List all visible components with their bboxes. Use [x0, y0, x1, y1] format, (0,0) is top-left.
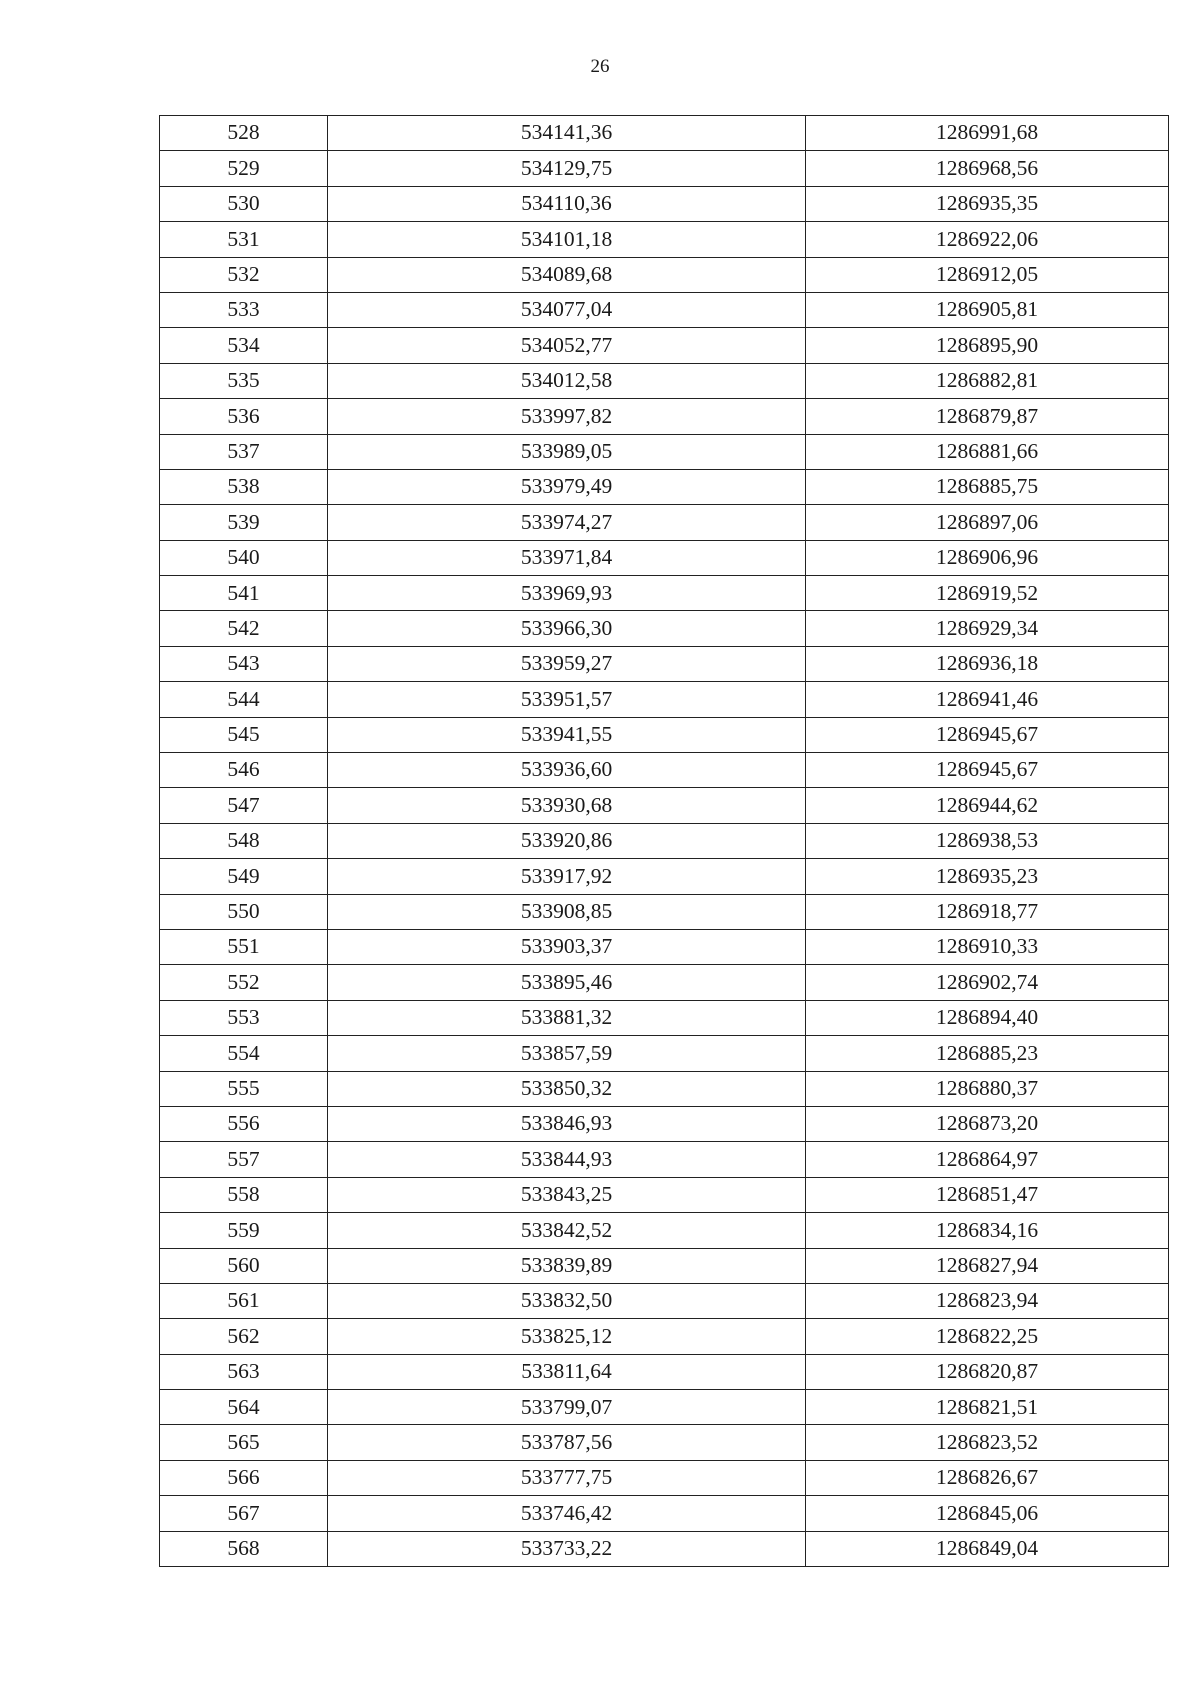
- point-number-cell: 560: [160, 1248, 328, 1283]
- point-number-cell: 558: [160, 1177, 328, 1212]
- y-coordinate-cell: 1286849,04: [806, 1531, 1169, 1566]
- table-row: [160, 434, 1169, 469]
- x-coordinate-cell: 533843,25: [328, 1177, 806, 1212]
- point-number-cell: 544: [160, 682, 328, 717]
- y-coordinate-cell: 1286922,06: [806, 222, 1169, 257]
- point-number-cell: 557: [160, 1142, 328, 1177]
- table-row: [160, 116, 1169, 151]
- x-coordinate-cell: 534077,04: [328, 292, 806, 327]
- y-coordinate-cell: 1286881,66: [806, 434, 1169, 469]
- coordinates-table-body: [160, 116, 1169, 1567]
- x-coordinate-cell: 533746,42: [328, 1496, 806, 1531]
- page-number: 26: [590, 56, 610, 77]
- x-coordinate-cell: 534101,18: [328, 222, 806, 257]
- table-row: [160, 540, 1169, 575]
- table-row: [160, 965, 1169, 1000]
- x-coordinate-cell: 534089,68: [328, 257, 806, 292]
- point-number-cell: 539: [160, 505, 328, 540]
- point-number-cell: 568: [160, 1531, 328, 1566]
- point-number-cell: 556: [160, 1106, 328, 1141]
- point-number-cell: 563: [160, 1354, 328, 1389]
- table-row: [160, 257, 1169, 292]
- x-coordinate-cell: 533846,93: [328, 1106, 806, 1141]
- table-row: [160, 1248, 1169, 1283]
- y-coordinate-cell: 1286885,23: [806, 1036, 1169, 1071]
- x-coordinate-cell: 533903,37: [328, 929, 806, 964]
- y-coordinate-cell: 1286905,81: [806, 292, 1169, 327]
- point-number-cell: 534: [160, 328, 328, 363]
- table-row: [160, 929, 1169, 964]
- y-coordinate-cell: 1286873,20: [806, 1106, 1169, 1141]
- table-row: [160, 859, 1169, 894]
- y-coordinate-cell: 1286827,94: [806, 1248, 1169, 1283]
- point-number-cell: 532: [160, 257, 328, 292]
- y-coordinate-cell: 1286935,35: [806, 186, 1169, 221]
- y-coordinate-cell: 1286822,25: [806, 1319, 1169, 1354]
- point-number-cell: 548: [160, 823, 328, 858]
- point-number-cell: 567: [160, 1496, 328, 1531]
- x-coordinate-cell: 534129,75: [328, 151, 806, 186]
- x-coordinate-cell: 533733,22: [328, 1531, 806, 1566]
- y-coordinate-cell: 1286912,05: [806, 257, 1169, 292]
- y-coordinate-cell: 1286918,77: [806, 894, 1169, 929]
- table-row: [160, 1425, 1169, 1460]
- table-row: [160, 505, 1169, 540]
- table-row: [160, 292, 1169, 327]
- x-coordinate-cell: 533997,82: [328, 399, 806, 434]
- x-coordinate-cell: 533787,56: [328, 1425, 806, 1460]
- y-coordinate-cell: 1286945,67: [806, 717, 1169, 752]
- y-coordinate-cell: 1286968,56: [806, 151, 1169, 186]
- y-coordinate-cell: 1286944,62: [806, 788, 1169, 823]
- x-coordinate-cell: 533966,30: [328, 611, 806, 646]
- y-coordinate-cell: 1286879,87: [806, 399, 1169, 434]
- table-row: [160, 611, 1169, 646]
- table-row: [160, 222, 1169, 257]
- point-number-cell: 533: [160, 292, 328, 327]
- table-row: [160, 1177, 1169, 1212]
- y-coordinate-cell: 1286897,06: [806, 505, 1169, 540]
- y-coordinate-cell: 1286821,51: [806, 1390, 1169, 1425]
- x-coordinate-cell: 533895,46: [328, 965, 806, 1000]
- table-row: [160, 717, 1169, 752]
- y-coordinate-cell: 1286894,40: [806, 1000, 1169, 1035]
- y-coordinate-cell: 1286935,23: [806, 859, 1169, 894]
- point-number-cell: 551: [160, 929, 328, 964]
- y-coordinate-cell: 1286936,18: [806, 646, 1169, 681]
- point-number-cell: 553: [160, 1000, 328, 1035]
- table-row: [160, 1071, 1169, 1106]
- point-number-cell: 535: [160, 363, 328, 398]
- point-number-cell: 540: [160, 540, 328, 575]
- point-number-cell: 528: [160, 116, 328, 151]
- table-row: [160, 399, 1169, 434]
- x-coordinate-cell: 533881,32: [328, 1000, 806, 1035]
- table-row: [160, 1531, 1169, 1566]
- point-number-cell: 538: [160, 469, 328, 504]
- x-coordinate-cell: 534012,58: [328, 363, 806, 398]
- x-coordinate-cell: 533811,64: [328, 1354, 806, 1389]
- table-row: [160, 646, 1169, 681]
- point-number-cell: 529: [160, 151, 328, 186]
- x-coordinate-cell: 533839,89: [328, 1248, 806, 1283]
- y-coordinate-cell: 1286910,33: [806, 929, 1169, 964]
- y-coordinate-cell: 1286919,52: [806, 576, 1169, 611]
- x-coordinate-cell: 533850,32: [328, 1071, 806, 1106]
- x-coordinate-cell: 534141,36: [328, 116, 806, 151]
- coordinates-table: [159, 115, 1169, 1567]
- x-coordinate-cell: 533842,52: [328, 1213, 806, 1248]
- x-coordinate-cell: 533969,93: [328, 576, 806, 611]
- y-coordinate-cell: 1286834,16: [806, 1213, 1169, 1248]
- x-coordinate-cell: 533920,86: [328, 823, 806, 858]
- point-number-cell: 530: [160, 186, 328, 221]
- x-coordinate-cell: 533941,55: [328, 717, 806, 752]
- point-number-cell: 546: [160, 753, 328, 788]
- y-coordinate-cell: 1286845,06: [806, 1496, 1169, 1531]
- table-row: [160, 1496, 1169, 1531]
- point-number-cell: 555: [160, 1071, 328, 1106]
- table-row: [160, 682, 1169, 717]
- table-row: [160, 186, 1169, 221]
- point-number-cell: 559: [160, 1213, 328, 1248]
- y-coordinate-cell: 1286906,96: [806, 540, 1169, 575]
- point-number-cell: 565: [160, 1425, 328, 1460]
- point-number-cell: 554: [160, 1036, 328, 1071]
- x-coordinate-cell: 533908,85: [328, 894, 806, 929]
- point-number-cell: 566: [160, 1460, 328, 1495]
- y-coordinate-cell: 1286941,46: [806, 682, 1169, 717]
- point-number-cell: 542: [160, 611, 328, 646]
- table-row: [160, 151, 1169, 186]
- x-coordinate-cell: 533979,49: [328, 469, 806, 504]
- x-coordinate-cell: 533951,57: [328, 682, 806, 717]
- point-number-cell: 536: [160, 399, 328, 434]
- table-row: [160, 328, 1169, 363]
- y-coordinate-cell: 1286895,90: [806, 328, 1169, 363]
- table-row: [160, 1460, 1169, 1495]
- table-row: [160, 1213, 1169, 1248]
- point-number-cell: 537: [160, 434, 328, 469]
- table-row: [160, 363, 1169, 398]
- point-number-cell: 564: [160, 1390, 328, 1425]
- table-row: [160, 1390, 1169, 1425]
- table-row: [160, 1036, 1169, 1071]
- point-number-cell: 561: [160, 1283, 328, 1318]
- y-coordinate-cell: 1286820,87: [806, 1354, 1169, 1389]
- y-coordinate-cell: 1286938,53: [806, 823, 1169, 858]
- table-row: [160, 1106, 1169, 1141]
- x-coordinate-cell: 533917,92: [328, 859, 806, 894]
- x-coordinate-cell: 533936,60: [328, 753, 806, 788]
- point-number-cell: 545: [160, 717, 328, 752]
- table-row: [160, 894, 1169, 929]
- x-coordinate-cell: 534110,36: [328, 186, 806, 221]
- y-coordinate-cell: 1286851,47: [806, 1177, 1169, 1212]
- x-coordinate-cell: 533857,59: [328, 1036, 806, 1071]
- point-number-cell: 531: [160, 222, 328, 257]
- point-number-cell: 550: [160, 894, 328, 929]
- table-row: [160, 1000, 1169, 1035]
- table-row: [160, 1354, 1169, 1389]
- table-row: [160, 1283, 1169, 1318]
- point-number-cell: 562: [160, 1319, 328, 1354]
- point-number-cell: 547: [160, 788, 328, 823]
- x-coordinate-cell: 533989,05: [328, 434, 806, 469]
- y-coordinate-cell: 1286826,67: [806, 1460, 1169, 1495]
- table-row: [160, 576, 1169, 611]
- point-number-cell: 549: [160, 859, 328, 894]
- y-coordinate-cell: 1286823,94: [806, 1283, 1169, 1318]
- point-number-cell: 552: [160, 965, 328, 1000]
- table-row: [160, 469, 1169, 504]
- table-row: [160, 1142, 1169, 1177]
- table-row: [160, 753, 1169, 788]
- y-coordinate-cell: 1286945,67: [806, 753, 1169, 788]
- x-coordinate-cell: 533825,12: [328, 1319, 806, 1354]
- x-coordinate-cell: 533971,84: [328, 540, 806, 575]
- y-coordinate-cell: 1286991,68: [806, 116, 1169, 151]
- y-coordinate-cell: 1286823,52: [806, 1425, 1169, 1460]
- x-coordinate-cell: 533930,68: [328, 788, 806, 823]
- y-coordinate-cell: 1286882,81: [806, 363, 1169, 398]
- x-coordinate-cell: 533799,07: [328, 1390, 806, 1425]
- x-coordinate-cell: 533844,93: [328, 1142, 806, 1177]
- y-coordinate-cell: 1286864,97: [806, 1142, 1169, 1177]
- point-number-cell: 543: [160, 646, 328, 681]
- y-coordinate-cell: 1286880,37: [806, 1071, 1169, 1106]
- y-coordinate-cell: 1286902,74: [806, 965, 1169, 1000]
- x-coordinate-cell: 534052,77: [328, 328, 806, 363]
- y-coordinate-cell: 1286885,75: [806, 469, 1169, 504]
- table-row: [160, 788, 1169, 823]
- point-number-cell: 541: [160, 576, 328, 611]
- x-coordinate-cell: 533777,75: [328, 1460, 806, 1495]
- table-row: [160, 823, 1169, 858]
- table-row: [160, 1319, 1169, 1354]
- x-coordinate-cell: 533974,27: [328, 505, 806, 540]
- x-coordinate-cell: 533832,50: [328, 1283, 806, 1318]
- y-coordinate-cell: 1286929,34: [806, 611, 1169, 646]
- x-coordinate-cell: 533959,27: [328, 646, 806, 681]
